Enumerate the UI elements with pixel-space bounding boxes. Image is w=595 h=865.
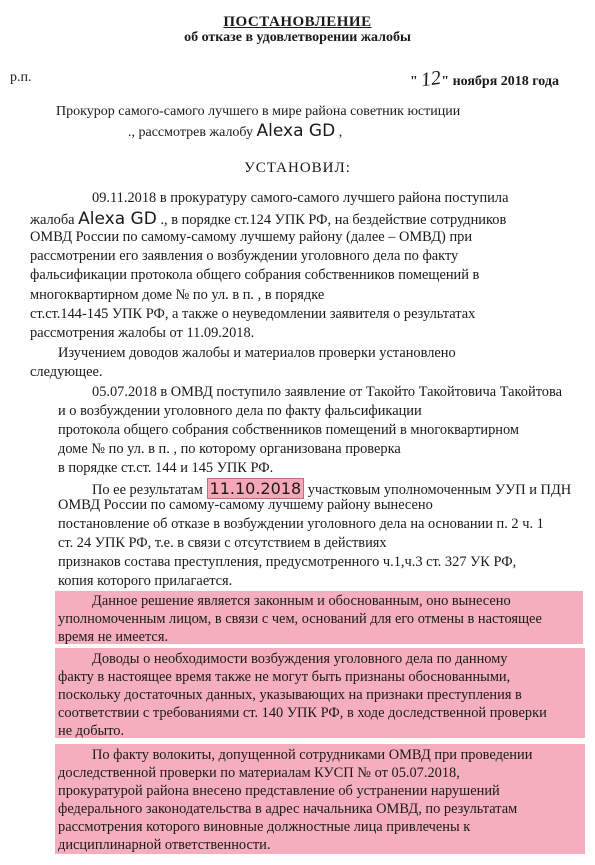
p1-line-2 — [30, 209, 506, 229]
p5-line-1: Данное решение является законным и обоснованным, оно вынесено — [92, 593, 511, 609]
document-date — [410, 68, 559, 91]
p3-line-3: протокола общего собрания собственников помещений в многоквартирном — [58, 422, 520, 438]
date-open-quote: " — [410, 74, 418, 89]
p2-line-1: Изучением доводов жалобы и материалов проверки установлено — [58, 345, 456, 361]
p3-line-2: и о возбуждении уголовного дела по факту фальсификации — [58, 403, 422, 419]
complainant-name: Alexa GD — [256, 121, 336, 141]
p4-line-3: постановление об отказе в возбуждении уголовного дела на основании п. 2 ч. 1 — [58, 516, 544, 532]
p5-line-3: время не имеется. — [58, 629, 169, 645]
intro-line-2-prefix: ., рассмотрев жалобу — [128, 125, 254, 140]
p4-line-1-prefix: По ее результатам — [92, 482, 203, 498]
p7-line-4: федерального законодательства в адрес начальника ОМВД, по результатам — [58, 801, 518, 817]
p3-line-1: 05.07.2018 в ОМВД поступило заявление от Такойто Такойтовича Такойтова — [92, 384, 562, 400]
place-label: р.п. — [10, 70, 32, 85]
refusal-date-highlight: 11.10.2018 — [207, 478, 305, 499]
p1-line-2-text: ., в порядке ст.124 УПК РФ, на бездействие сотрудников — [160, 212, 507, 228]
p3-line-4: доме № по ул. в п. , по которому организована проверка — [58, 441, 401, 457]
p1-line-3: ОМВД России по самому-самому лучшему району (далее – ОМВД) при — [30, 229, 473, 245]
p4-line-2: ОМВД России по самому-самому лучшему району вынесено — [58, 497, 433, 513]
p7-line-2: доследственной проверки по материалам КУСП № от 05.07.2018, — [58, 765, 460, 781]
p7-line-6: дисциплинарной ответственности. — [58, 837, 271, 853]
p7-line-1: По факту волокиты, допущенной сотрудниками ОМВД при проведении — [92, 747, 533, 763]
p6-line-5: не добыто. — [58, 723, 125, 739]
p1-complainant-name: Alexa GD — [78, 209, 157, 229]
intro-line-1: Прокурор самого-самого лучшего в мире района советник юстиции — [56, 104, 461, 119]
p1-line-7: ст.ст.144-145 УПК РФ, а также о неуведомлении заявителя о результатах — [30, 306, 476, 322]
p1-line-6: многоквартирном доме № по ул. в п. , в порядке — [30, 287, 325, 303]
p1-line-4: рассмотрении его заявления о возбуждении уголовного дела по факту — [30, 248, 459, 264]
p6-line-2: факту в настоящее время также не могут быть признаны обоснованными, — [58, 669, 511, 685]
p6-line-4: соответствии с требованиями ст. 140 УПК РФ, в ходе доследственной проверки — [58, 705, 547, 721]
p7-line-5: рассмотрения которого виновные должностные лица привлечены к — [58, 819, 471, 835]
p4-line-1 — [92, 478, 571, 499]
p4-line-5: признаков состава преступления, предусмотренного ч.1,ч.3 ст. 327 УК РФ, — [58, 554, 517, 570]
p1-line-8: рассмотрения жалобы от 11.09.2018. — [30, 325, 255, 341]
date-day-handwritten: 12 — [419, 66, 443, 92]
p4-line-4: ст. 24 УПК РФ, т.е. в связи с отсутствием в действиях — [58, 535, 387, 551]
intro-line-2 — [128, 121, 342, 141]
p5-line-2: уполномоченным лицом, в связи с чем, оснований для его отмены в настоящее — [58, 611, 542, 627]
section-heading: УСТАНОВИЛ: — [244, 160, 351, 176]
date-close-quote: " — [441, 74, 450, 89]
p6-line-3: поскольку достаточных данных, указывающих на признаки преступления в — [58, 687, 522, 703]
date-rest: ноября 2018 года — [452, 74, 559, 89]
document-subtitle: об отказе в удовлетворении жалобы — [184, 30, 411, 45]
p1-line-1: 09.11.2018 в прокуратуру самого-самого лучшего района поступила — [92, 190, 509, 206]
p6-line-1: Доводы о необходимости возбуждения уголовного дела по данному — [92, 651, 508, 667]
p1-line-2-prefix: жалоба — [30, 212, 75, 228]
intro-line-2-suffix: , — [338, 125, 343, 140]
p1-line-5: фальсификации протокола общего собрания собственников помещений в — [30, 267, 480, 283]
p4-line-6: копия которого прилагается. — [58, 573, 233, 589]
p7-line-3: прокуратурой района внесено представление об устранении нарушений — [58, 783, 500, 799]
p3-line-5: в порядке ст.ст. 144 и 145 УПК РФ. — [58, 460, 274, 476]
p2-line-2: следующее. — [30, 364, 103, 380]
p4-line-1-suffix: участковым уполномоченным УУП и ПДН — [307, 482, 572, 498]
document-title: ПОСТАНОВЛЕНИЕ — [223, 14, 372, 30]
